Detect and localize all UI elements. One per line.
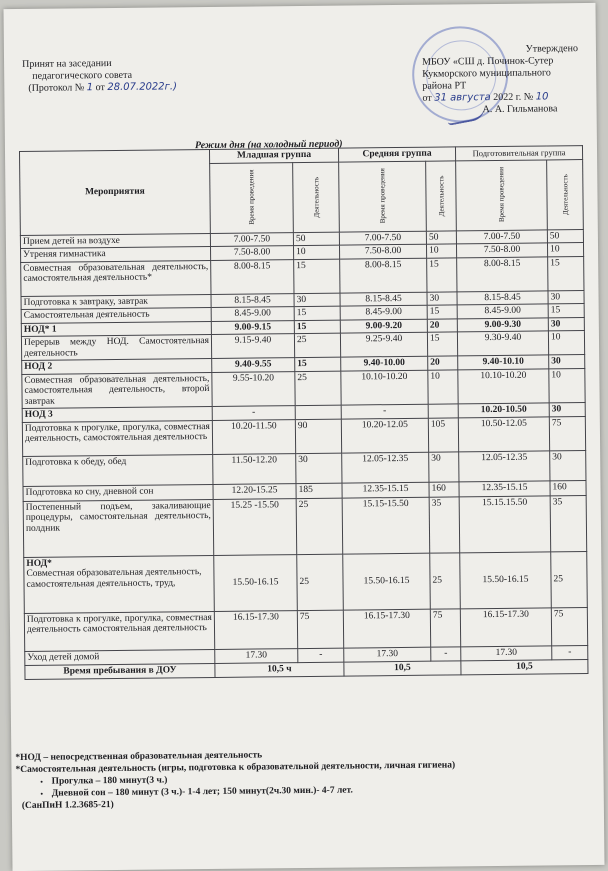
middle-time: 8.45-9.00: [340, 305, 427, 319]
nod-label: НОД*: [26, 558, 52, 569]
order-number: 10: [535, 91, 549, 103]
header-activity: Мероприятия: [19, 149, 210, 234]
junior-duration: 25: [297, 554, 344, 610]
prep-time: 12.05-12.35: [459, 450, 550, 481]
prep-time: 10.20-10.50: [458, 403, 549, 417]
prep-duration: 25: [551, 551, 588, 607]
row-activity: Подготовка к прогулке, прогулка, совместная деятельность самостоятельная деятельность: [24, 611, 214, 651]
region-line: района РТ: [422, 80, 467, 92]
protocol-label: (Протокол №: [28, 82, 85, 94]
middle-time: 10.10-10.20: [341, 370, 428, 405]
school-name: МБОУ «СШ д. Починок-Сутер: [422, 55, 554, 68]
middle-duration: [428, 404, 458, 418]
row-activity: НОД* 1: [21, 321, 211, 336]
junior-duration: -: [298, 648, 344, 662]
junior-duration: 25: [295, 371, 341, 406]
row-activity: Самостоятельная деятельность: [21, 307, 211, 322]
prep-time: 12.35-15.15: [459, 480, 550, 496]
row-activity: Уход детей домой: [25, 649, 215, 665]
middle-time: 8.00-8.15: [340, 258, 427, 293]
protocol-from: от: [95, 82, 105, 94]
middle-duration: 10: [426, 244, 456, 258]
subheader-time: Время проведения: [339, 161, 427, 232]
junior-time: 12.20-15.25: [213, 483, 296, 499]
middle-time: 15.15-15.50: [342, 497, 430, 554]
middle-duration: 160: [429, 481, 459, 496]
middle-time: -: [341, 404, 428, 418]
junior-time: 8.45-9.00: [211, 307, 294, 321]
prep-time: 8.45-9.00: [457, 304, 548, 318]
middle-duration: 15: [427, 332, 457, 356]
middle-duration: 30: [429, 451, 459, 481]
junior-duration: 10: [293, 245, 339, 259]
row-activity: Подготовка ко сну, дневной сон: [23, 484, 213, 501]
protocol-number: 1: [86, 82, 94, 94]
prep-duration: 15: [548, 256, 584, 290]
protocol-date: 28.07.2022г.): [107, 81, 178, 94]
row-activity: Утреняя гимнастика: [21, 246, 211, 261]
junior-duration: [295, 405, 341, 419]
junior-time: 10.20-11.50: [212, 419, 295, 454]
footnote-nod: *НОД – непосредственная образовательная деятельность: [15, 750, 263, 764]
row-activity: Перерыв между НОД. Самостоятельная деятельность: [21, 334, 211, 360]
table-title: Режим дня (на холодный период): [194, 138, 343, 152]
middle-duration: 105: [428, 417, 458, 451]
summary-junior: 10,5 ч: [215, 662, 344, 677]
junior-time: 9.40-9.55: [212, 358, 295, 372]
approval-block-right: [422, 43, 593, 117]
middle-time: 15.50-16.15: [343, 553, 431, 610]
middle-time: 17.30: [344, 647, 431, 662]
row-activity: Совместная образовательная деятельность, самостоятельная деятельность, второй завтрак: [22, 372, 212, 408]
junior-duration: 25: [296, 498, 343, 554]
middle-duration: 30: [427, 291, 457, 305]
approval-block-left: [22, 57, 177, 95]
prep-duration: 160: [550, 480, 586, 495]
header-junior-group: Младшая группа: [209, 148, 338, 163]
prep-time: 7.00-7.50: [456, 229, 547, 243]
middle-time: 9.40-10.00: [341, 356, 428, 370]
prep-duration: 35: [550, 495, 587, 551]
junior-duration: 30: [294, 293, 340, 307]
junior-duration: 185: [296, 483, 342, 498]
summary-prep: 10,5: [461, 659, 588, 674]
order-year: 2022 г. №: [493, 91, 534, 103]
middle-time: 8.15-8.45: [340, 292, 427, 306]
junior-duration: 15: [294, 306, 340, 320]
prep-time: 16.15-17.30: [460, 607, 551, 646]
junior-duration: 15: [294, 259, 340, 293]
row-activity: Прием детей на воздухе: [20, 233, 210, 248]
row-activity: Совместная образовательная деятельность, самостоятельная деятельность*: [21, 260, 211, 296]
middle-duration: 20: [428, 356, 458, 370]
middle-duration: 15: [427, 257, 457, 291]
junior-duration: 15: [294, 320, 340, 334]
junior-duration: 30: [296, 453, 342, 483]
middle-duration: 35: [429, 496, 460, 552]
schedule-table: [19, 145, 589, 679]
director-name: А. А. Гильманова: [482, 103, 558, 116]
junior-time: 7.50-8.00: [210, 246, 293, 260]
junior-time: 8.15-8.45: [211, 293, 294, 307]
prep-time: 15.50-16.15: [460, 551, 552, 608]
middle-duration: 50: [426, 230, 456, 244]
junior-duration: 75: [297, 610, 343, 648]
middle-duration: -: [431, 646, 461, 660]
approved-label: Утверждено: [525, 43, 579, 55]
summary-middle: 10,5: [344, 660, 461, 675]
prep-duration: 10: [547, 243, 583, 257]
prep-time: 8.00-8.15: [457, 256, 548, 291]
junior-time: 11.50-12.20: [213, 453, 296, 484]
junior-time: -: [212, 406, 295, 420]
middle-time: 12.35-15.15: [342, 482, 429, 498]
prep-duration: 15: [548, 304, 584, 318]
junior-time: 8.00-8.15: [211, 259, 294, 294]
junior-time: 9.00-9.15: [211, 320, 294, 334]
row-activity: НОД 2: [22, 358, 212, 373]
summary-label: Время пребывания в ДОУ: [25, 663, 215, 679]
norm-walk: • Прогулка – 180 минут(3 ч.): [52, 771, 456, 787]
middle-time: 10.20-12.05: [341, 418, 428, 453]
prep-duration: 30: [548, 290, 584, 304]
prep-time: 8.15-8.45: [457, 290, 548, 304]
middle-time: 12.05-12.35: [342, 452, 429, 483]
prep-time: 7.50-8.00: [456, 243, 547, 257]
junior-duration: 90: [295, 419, 341, 453]
protocol-line: [22, 81, 177, 95]
subheader-time: Время проведения: [456, 159, 548, 230]
junior-time: 16.15-17.30: [214, 610, 297, 649]
middle-time: 16.15-17.30: [343, 609, 430, 648]
middle-duration: 10: [428, 369, 458, 404]
prep-time: 9.40-10.10: [458, 355, 549, 369]
table-row: [22, 368, 585, 408]
table-row: [23, 495, 587, 557]
prep-time: 17.30: [461, 645, 552, 660]
middle-duration: 25: [430, 552, 461, 608]
prep-duration: 50: [547, 229, 583, 243]
middle-time: 9.25-9.40: [340, 332, 427, 357]
middle-duration: 15: [427, 305, 457, 319]
prep-duration: 30: [549, 403, 585, 417]
junior-time: 17.30: [215, 648, 298, 663]
footnotes: [15, 747, 455, 812]
prep-duration: 10: [548, 331, 584, 355]
prep-duration: 30: [548, 317, 584, 331]
table-row: [24, 607, 587, 651]
junior-time: 9.55-10.20: [212, 371, 295, 406]
junior-time: 15.50-16.15: [214, 554, 298, 611]
prep-duration: 10: [549, 368, 585, 403]
sanpin-reference: (СанПиН 1.2.3685-21): [21, 800, 114, 811]
prep-time: 10.10-10.20: [458, 368, 549, 403]
row-activity: Постепенный подъем, закаливающие процедуры, самостоятельная деятельность, полдник: [23, 499, 214, 557]
row-activity: НОД 3: [22, 406, 212, 421]
subheader-activity: Деятельность: [426, 160, 457, 230]
council-line: педагогического совета: [32, 69, 133, 82]
adopted-line: Принят на заседании: [22, 57, 112, 70]
prep-duration: 30: [549, 355, 585, 369]
junior-duration: 15: [295, 357, 341, 371]
prep-time: 9.00-9.30: [457, 317, 548, 331]
middle-time: 7.50-8.00: [339, 244, 426, 258]
header-middle-group: Средняя группа: [338, 147, 455, 162]
row-activity: Подготовка к прогулке, прогулка, совместная деятельность, самостоятельная деятельность: [22, 420, 212, 456]
order-day: 31 августа: [434, 92, 491, 104]
footnote-independent: *Самостоятельная деятельность (игры, подготовка к образовательной деятельности, личная гигиена): [15, 760, 456, 776]
subheader-time: Время проведения: [210, 162, 294, 233]
subheader-activity: Деятельность: [547, 159, 584, 229]
prep-time: 9.30-9.40: [457, 331, 548, 356]
middle-time: 7.00-7.50: [339, 231, 426, 245]
middle-duration: 20: [427, 318, 457, 332]
junior-time: 7.00-7.50: [210, 232, 293, 246]
nod-description: Совместная образовательная деятельность, самостоятельная деятельность, труд,: [26, 567, 202, 590]
norm-sleep: • Дневной сон – 180 минут (3 ч.)- 1-4 лет; 150 минут(2ч.30 мин.)- 4-7 лет.: [52, 783, 456, 799]
prep-time: 15.15.15.50: [459, 495, 551, 552]
junior-time: 15.25 -15.50: [213, 498, 297, 555]
prep-duration: 30: [550, 450, 586, 480]
row-activity: Подготовка к завтраку, завтрак: [21, 294, 211, 309]
document-sheet: [4, 3, 605, 871]
row-activity: Подготовка к обеду, обед: [23, 454, 213, 486]
subheader-activity: Деятельность: [293, 162, 340, 232]
district-line: Кукморского муниципального: [422, 67, 551, 80]
prep-duration: 75: [551, 607, 587, 645]
prep-time: 10.50-12.05: [458, 416, 549, 451]
table-row: [24, 551, 588, 613]
row-activity: [24, 555, 215, 613]
prep-duration: -: [552, 645, 588, 659]
header-prep-group: Подготовительная группа: [455, 146, 582, 161]
junior-duration: 25: [294, 333, 340, 357]
order-from: от: [422, 92, 432, 104]
middle-time: 9.00-9.20: [340, 319, 427, 333]
middle-duration: 75: [430, 608, 460, 646]
junior-duration: 50: [293, 232, 339, 246]
prep-duration: 75: [549, 416, 585, 450]
junior-time: 9.15-9.40: [211, 334, 294, 359]
